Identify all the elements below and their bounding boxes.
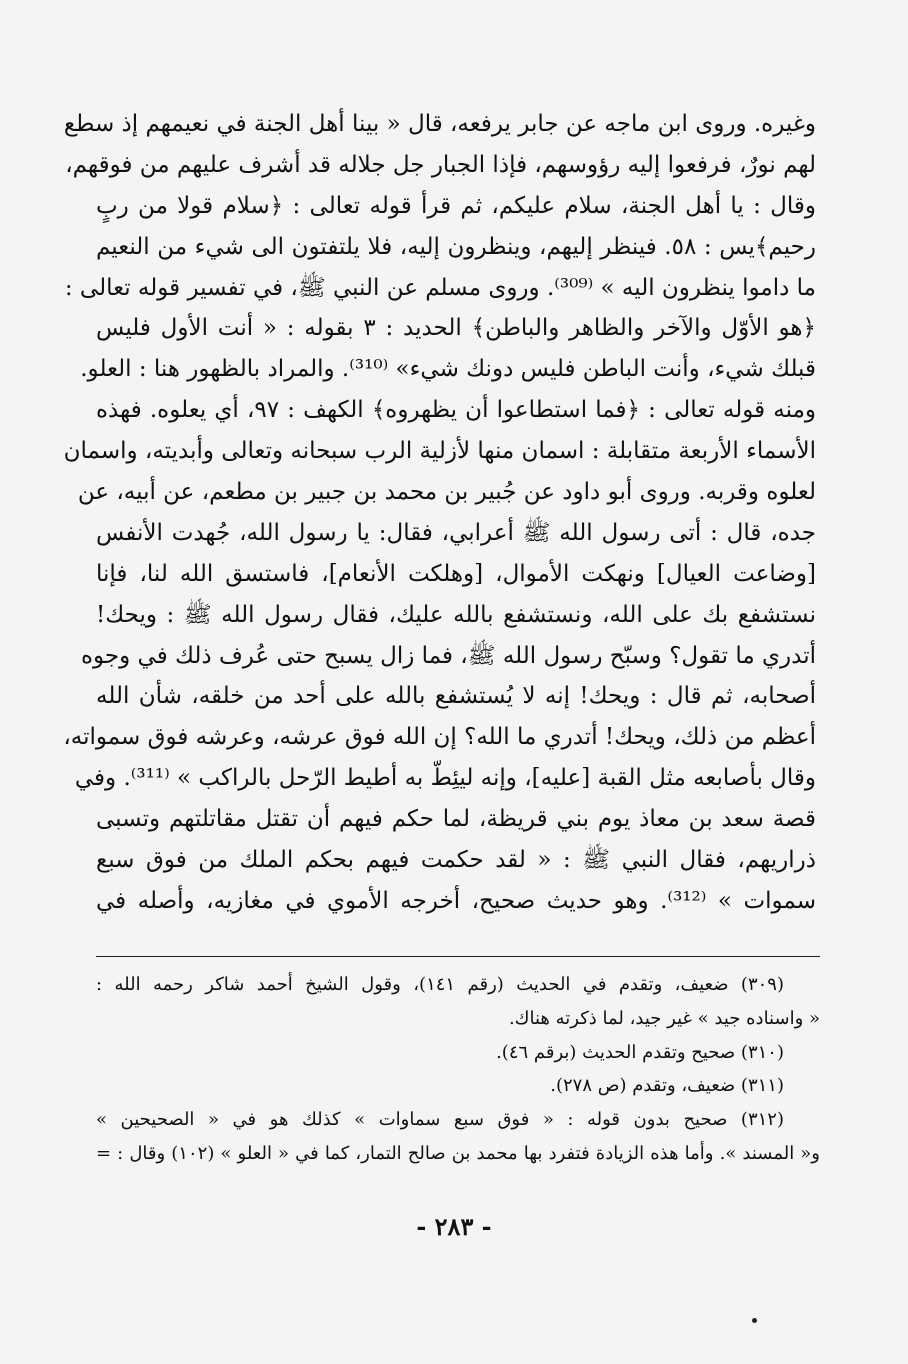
text-line: جده، قال : أتى رسول الله ﷺ أعرابي، فقال: يا رسول الله، جُهدت الأنفس	[96, 519, 816, 546]
text-line: قصة سعد بن معاذ يوم بني قريظة، لما حكم فيهم أن تقتل مقاتلتهم وتسبى	[96, 806, 816, 833]
footnote-309-continued: « واسناده جيد » غير جيد، لما ذكرته هناك.	[508, 1007, 820, 1029]
text-line: ومنه قوله تعالى : ﴿فما استطاعوا أن يظهروه﴾ الكهف : ٩٧، أي يعلوه. فهذه	[96, 397, 816, 424]
text-line: لعلوه وقربه. وروى أبو داود عن جُبير بن محمد بن جبير بن مطعم، عن أبيه، عن	[77, 479, 816, 506]
footnote-312: (٣١٢) صحيح بدون قوله : « فوق سبع سماوات » كذلك هو في « الصحيحين »	[96, 1109, 784, 1131]
main-text	[63, 104, 816, 922]
text-line: وغيره. وروى ابن ماجه عن جابر يرفعه، قال « بينا أهل الجنة في نعيمهم إذ سطع	[63, 111, 816, 137]
text-line: وقال بأصابعه مثل القبة [عليه]، وإنه ليئِطّ به أطيط الرّحل بالراكب » ⁽³¹¹⁾. وفي	[74, 765, 816, 792]
text-line: أتدري ما تقول؟ وسبّح رسول الله ﷺ، فما زال يسبح حتى عُرف ذلك في وجوه	[80, 642, 816, 669]
text-line: نستشفع بك على الله، ونستشفع بالله عليك، فقال رسول الله ﷺ : ويحك!	[96, 601, 816, 628]
footnote-312-continued: و« المسند ». وأما هذه الزيادة فتفرد بها محمد بن صالح التمار، كما في « العلو » (١٠٢) وقال : =	[96, 1142, 821, 1164]
text-line: ﴿هو الأوّل والآخر والظاهر والباطن﴾ الحديد : ٣ بقوله : « أنت الأول فليس	[96, 315, 816, 342]
footnote-310: (٣١٠) صحيح وتقدم الحديث (برقم ٤٦).	[496, 1041, 784, 1063]
text-line: سموات » ⁽³¹²⁾. وهو حديث صحيح، أخرجه الأموي في مغازيه، وأصله في	[96, 887, 816, 914]
page-number: - ٢٨٣ -	[416, 1212, 492, 1241]
footnote-309: (٣٠٩) ضعيف، وتقدم في الحديث (رقم ١٤١)، وقول الشيخ أحمد شاكر رحمه الله :	[96, 974, 784, 995]
footnotes	[96, 968, 820, 1171]
footnote-311: (٣١١) ضعيف، وتقدم (ص ٢٧٨).	[550, 1075, 784, 1097]
text-line: وقال : يا أهل الجنة، سلام عليكم، ثم قرأ قوله تعالى : ﴿سلام قولا من ربٍ	[96, 192, 816, 219]
text-line: أعظم من ذلك، ويحك! أتدري ما الله؟ إن الله فوق عرشه، وعرشه فوق سمواته،	[63, 724, 816, 751]
text-line: لهم نورٌ، فرفعوا إليه رؤوسهم، فإذا الجبار جل جلاله قد أشرف عليهم من فوقهم،	[65, 151, 816, 178]
text-line: ما داموا ينظرون اليه » ⁽³⁰⁹⁾. وروى مسلم عن النبي ﷺ، في تفسير قوله تعالى :	[64, 274, 816, 301]
text-line: [وضاعت العيال] ونهكت الأموال، [وهلكت الأنعام]، فاستسق الله لنا، فإنا	[96, 560, 816, 587]
text-line: رحيم﴾يس : ٥٨. فينظر إليهم، وينظرون إليه، فلا يلتفتون الى شيء من النعيم	[96, 233, 816, 260]
text-line: قبلك شيء، وأنت الباطن فليس دونك شيء» ⁽³¹⁰⁾. والمراد بالظهور هنا : العلو.	[80, 356, 816, 383]
text-line: الأسماء الأربعة متقابلة : اسمان منها لأزلية الرب سبحانه وتعالى وأبديته، واسمان	[63, 438, 816, 465]
text-line: أصحابه، ثم قال : ويحك! إنه لا يُستشفع بالله على أحد من خلقه، شأن الله	[96, 683, 816, 710]
scan-speck	[752, 1318, 757, 1323]
text-line: ذراريهم، فقال النبي ﷺ : « لقد حكمت فيهم بحكم الملك من فوق سبع	[96, 847, 816, 874]
footnote-divider	[96, 956, 820, 957]
